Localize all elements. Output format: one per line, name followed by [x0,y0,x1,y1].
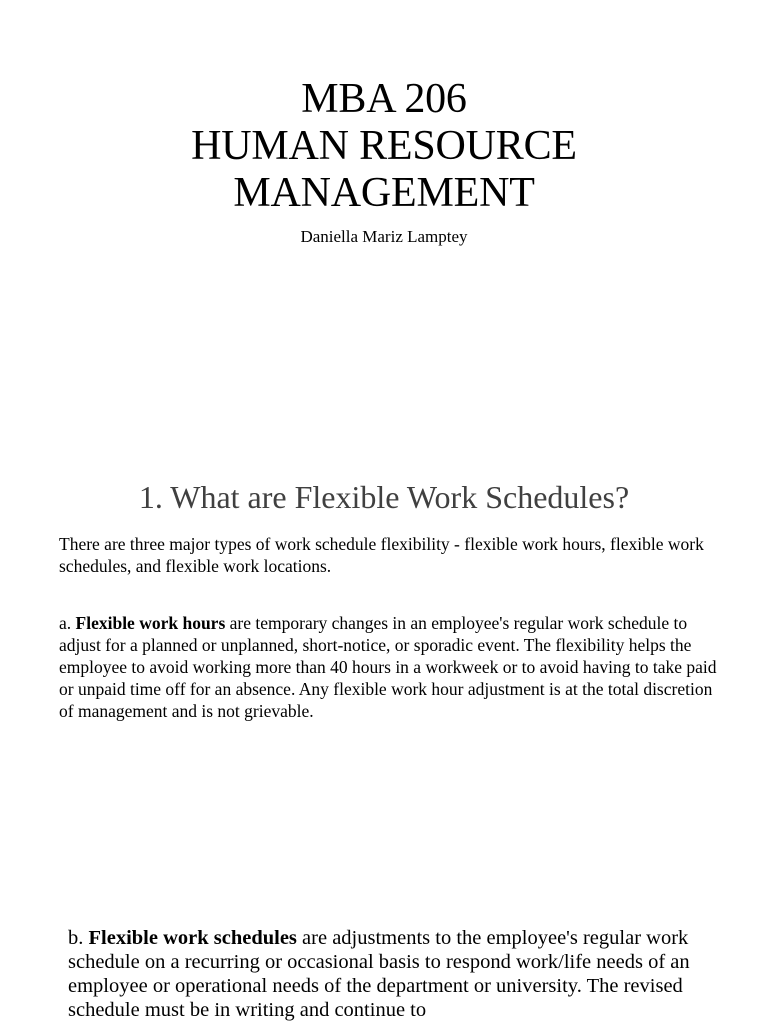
course-code: MBA 206 [301,76,467,122]
section-title: What are Flexible Work Schedules? [170,479,630,515]
course-title-line-2: MANAGEMENT [233,170,535,216]
paragraph-flexible-work-schedules [68,926,718,1022]
paragraph-flexible-work-hours [59,612,719,722]
section-number: 1. [138,479,163,515]
term-flexible-work-schedules: Flexible work schedules [88,927,297,949]
item-prefix: b. [68,927,84,949]
definition-text: are temporary changes in an employee's regular work schedule to adjust for a planned or unplanned, short-notice, or sporadic event. The flexibility helps the employee to avoid working more than 40 hours in a workweek or to avoid having to take paid or unpaid time off for an absence. Any flexible work hour adjustment is at the total discretion of management and is not grievable. [59,613,717,721]
author-name: Daniella Mariz Lamptey [300,227,468,246]
definition-text: are adjustments to the employee's regular work schedule on a recurring or occasional basis to respond work/life needs of an employee or operational needs of the department or university. The revised schedule must be in writing and continue to [68,927,690,1021]
title-block [0,76,768,247]
item-prefix: a. [59,613,72,633]
section-heading [0,477,768,517]
term-flexible-work-hours: Flexible work hours [75,613,226,633]
intro-paragraph: There are three major types of work schedule flexibility - flexible work hours, flexible work schedules, and flexible work locations. [59,534,704,576]
course-title-line-1: HUMAN RESOURCE [191,123,577,169]
